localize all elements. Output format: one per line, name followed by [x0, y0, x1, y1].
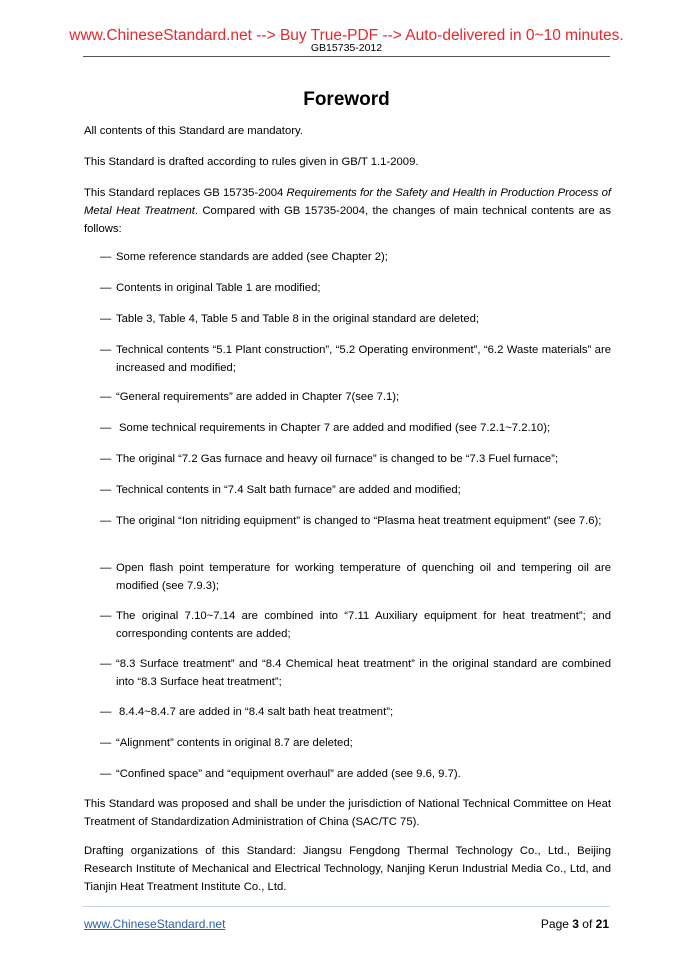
- list-item: [100, 655, 611, 691]
- dash-bullet: —: [100, 610, 112, 622]
- dash-bullet: —: [100, 282, 112, 294]
- page-total: 21: [595, 917, 609, 931]
- document-id: GB15735-2012: [310, 42, 383, 54]
- changes-intro-text: . Compared with GB 15735-2004, the changes of main technical contents are as follows:: [84, 205, 611, 235]
- list-item: [100, 279, 611, 297]
- download-banner[interactable]: www.ChineseStandard.net --> Buy True-PDF --> Auto-delivered in 0~10 minutes.: [69, 27, 624, 44]
- list-item: [100, 450, 611, 468]
- list-item: [100, 388, 611, 406]
- dash-bullet: —: [100, 344, 112, 356]
- dash-bullet: —: [100, 737, 112, 749]
- page-label: Page: [540, 917, 573, 931]
- dash-bullet: —: [100, 391, 112, 403]
- paragraph-mandatory: All contents of this Standard are mandatory.: [84, 125, 303, 137]
- list-item: [100, 559, 611, 595]
- list-item: [100, 419, 611, 437]
- footer-website-link[interactable]: www.ChineseStandard.net: [84, 917, 226, 931]
- paragraph-drafting-organizations: Drafting organizations of this Standard: Jiangsu Fengdong Thermal Technology Co., Ltd., Beijing Research Institute of Mechanical and Electrical Technology, Nanjing Kerun Industrial Media Co., Ltd, and Tianjin Heat Treatment Institute Co., Ltd.: [84, 845, 611, 893]
- dash-bullet: —: [100, 422, 112, 434]
- replaces-text: This Standard replaces GB 15735-2004: [84, 187, 287, 199]
- list-item-text: Some reference standards are added (see Chapter 2);: [116, 251, 388, 263]
- dash-bullet: —: [100, 515, 112, 527]
- list-item: [100, 734, 611, 752]
- list-item-text: 8.4.4~8.4.7 are added in “8.4 salt bath heat treatment”;: [119, 706, 394, 718]
- paragraph-drafting-rules: This Standard is drafted according to rules given in GB/T 1.1-2009.: [84, 156, 419, 168]
- dash-bullet: —: [100, 251, 112, 263]
- dash-bullet: —: [100, 658, 112, 670]
- dash-bullet: —: [100, 562, 112, 574]
- page-number: [541, 916, 609, 932]
- list-item: [100, 341, 611, 377]
- footer-divider: [83, 906, 610, 907]
- dash-bullet: —: [100, 706, 112, 718]
- list-item-text: Technical contents “5.1 Plant construction”, “5.2 Operating environment”, “6.2 Waste materials” are increased and modified;: [116, 344, 611, 374]
- list-item-text: “8.3 Surface treatment” and “8.4 Chemical heat treatment” in the original standard are combined into “8.3 Surface heat treatment”;: [116, 658, 611, 688]
- list-item-text: Some technical requirements in Chapter 7 are added and modified (see 7.2.1~7.2.10);: [119, 422, 551, 434]
- list-item: [100, 248, 611, 266]
- page-of: of: [578, 917, 596, 931]
- dash-bullet: —: [100, 313, 112, 325]
- list-item: [100, 481, 611, 499]
- paragraph-jurisdiction: This Standard was proposed and shall be under the jurisdiction of National Technical Committee on Heat Treatment of Standardization Administration of China (SAC/TC 75).: [84, 798, 611, 828]
- dash-bullet: —: [100, 453, 112, 465]
- list-item: [100, 703, 611, 721]
- list-item-text: The original “7.2 Gas furnace and heavy oil furnace” is changed to be “7.3 Fuel furnace”;: [116, 453, 559, 465]
- paragraph-replaces: [84, 184, 611, 238]
- list-item-text: “Alignment” contents in original 8.7 are deleted;: [116, 737, 353, 749]
- list-item-text: The original 7.10~7.14 are combined into “7.11 Auxiliary equipment for heat treatment”; and corresponding contents are added;: [116, 610, 611, 640]
- dash-bullet: —: [100, 768, 112, 780]
- list-item-text: The original “Ion nitriding equipment” is changed to “Plasma heat treatment equipment” (see 7.6);: [116, 515, 602, 527]
- list-item-text: Open flash point temperature for working temperature of quenching oil and tempering oil are modified (see 7.9.3);: [116, 562, 611, 592]
- list-item: [100, 512, 611, 530]
- list-item: [100, 765, 611, 783]
- replaced-standard-title: Requirements for the Safety and Health in Production Process of Metal Heat Treatment: [84, 187, 611, 217]
- list-item: [100, 607, 611, 643]
- list-item-text: Technical contents in “7.4 Salt bath furnace” are added and modified;: [116, 484, 461, 496]
- page-title: Foreword: [303, 89, 390, 110]
- dash-bullet: —: [100, 484, 112, 496]
- page-current: 3: [572, 917, 579, 931]
- list-item-text: Contents in original Table 1 are modified;: [116, 282, 321, 294]
- list-item: [100, 310, 611, 328]
- header-divider: [83, 56, 610, 57]
- list-item-text: “Confined space” and “equipment overhaul” are added (see 9.6, 9.7).: [116, 768, 461, 780]
- list-item-text: Table 3, Table 4, Table 5 and Table 8 in the original standard are deleted;: [116, 313, 480, 325]
- list-item-text: “General requirements” are added in Chapter 7(see 7.1);: [116, 391, 400, 403]
